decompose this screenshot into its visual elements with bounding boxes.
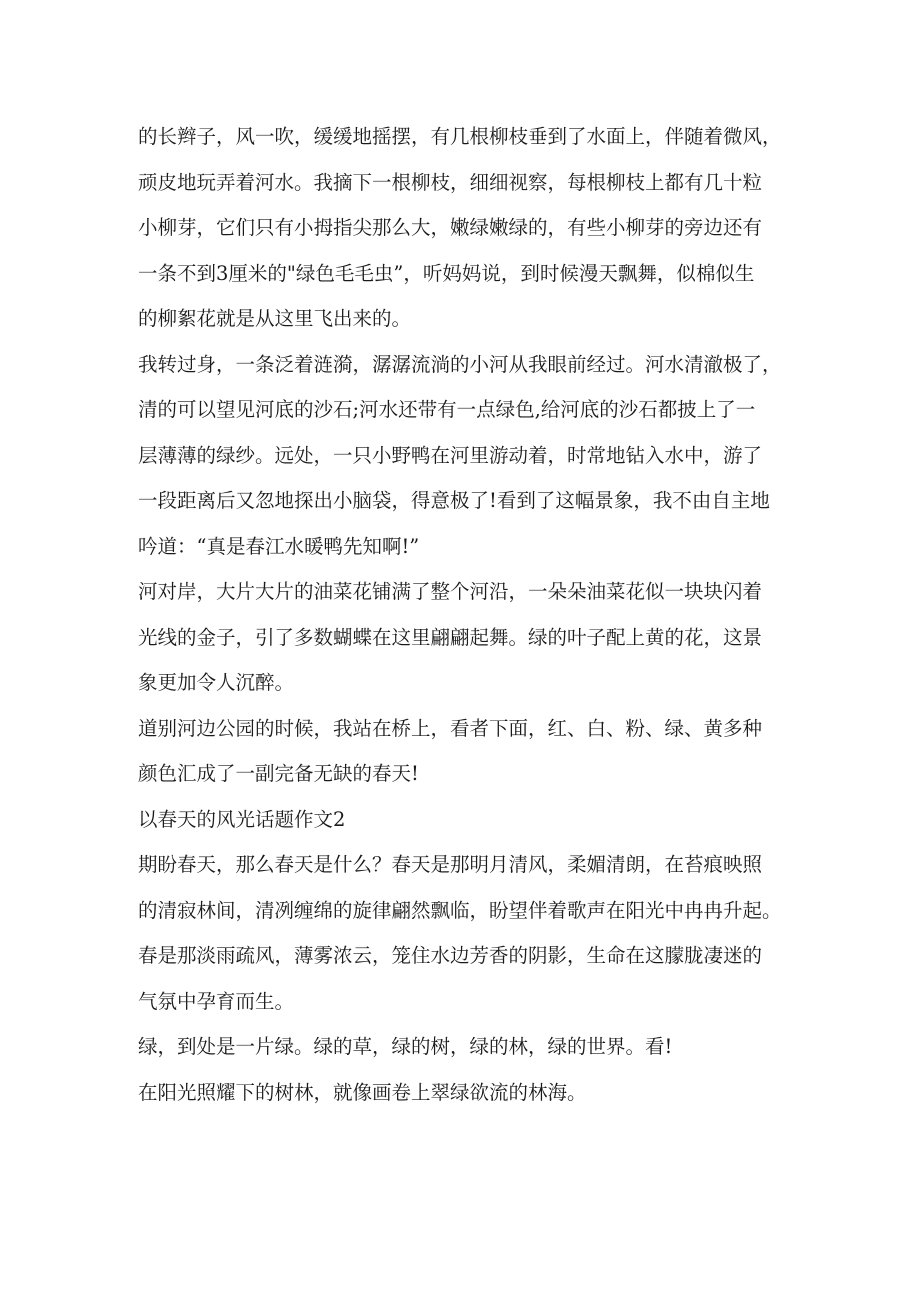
- text-line: 颜色汇成了一副完备无缺的春天!: [138, 762, 419, 785]
- text-line: 象更加令人沉醉。: [138, 671, 295, 694]
- text-line: 的柳絮花就是从这里飞出来的。: [138, 307, 412, 330]
- text-line: 我转过身，一条泛着涟漪，潺潺流淌的小河从我眼前经过。河水清澈极了，: [138, 352, 782, 376]
- document-body: [138, 114, 798, 1115]
- text-line: 层薄薄的绿纱。远处，一只小野鸭在河里游动着，时常地钻入水中，游了: [138, 443, 763, 467]
- text-line: 一段距离后又忽地探出小脑袋，得意极了!看到了这幅景象，我不由自主地: [138, 489, 770, 512]
- text-line: 绿，到处是一片绿。绿的草，绿的树，绿的林，绿的世界。看!: [138, 1035, 673, 1058]
- text-line: 河对岸，大片大片的油菜花铺满了整个河沿，一朵朵油菜花似一块块闪着: [138, 580, 763, 603]
- text-line: 期盼春天，那么春天是什么？春天是那明月清风，柔媚清朗，在苔痕映照: [138, 853, 763, 876]
- text-line: 春是那淡雨疏风，薄雾浓云，笼住水边芳香的阴影，生命在这朦胧凄迷的: [138, 944, 763, 967]
- text-line: 吟道：“真是春江水暖鸭先知啊!”: [138, 534, 420, 558]
- text-line: 的长辫子，风一吹，缓缓地摇摆，有几根柳枝垂到了水面上，伴随着微风，: [138, 125, 782, 148]
- text-line: 小柳芽，它们只有小拇指尖那么大，嫩绿嫩绿的，有些小柳芽的旁边还有: [138, 216, 763, 239]
- text-line: 光线的金子，引了多数蝴蝶在这里翩翩起舞。绿的叶子配上黄的花，这景: [138, 625, 763, 649]
- text-line: 气氛中孕育而生。: [138, 989, 295, 1013]
- text-line: 清的可以望见河底的沙石;河水还带有一点绿色,给河底的沙石都披上了一: [138, 398, 756, 421]
- text-line: 顽皮地玩弄着河水。我摘下一根柳枝，细细视察，每根柳枝上都有几十粒: [138, 170, 763, 194]
- text-line: 在阳光照耀下的树林，就像画卷上翠绿欲流的林海。: [138, 1080, 587, 1104]
- text-line: 的清寂林间，清冽缠绵的旋律翩然飘临，盼望伴着歌声在阳光中冉冉升起。: [138, 898, 782, 922]
- section-heading: 以春天的风光话题作文2: [138, 807, 346, 831]
- text-line: 道别河边公园的时候，我站在桥上，看者下面，红、白、粉、绿、黄多种: [138, 716, 763, 740]
- text-line: 一条不到3厘米的"绿色毛毛虫”，听妈妈说，到时候漫天飘舞，似棉似生: [138, 261, 755, 285]
